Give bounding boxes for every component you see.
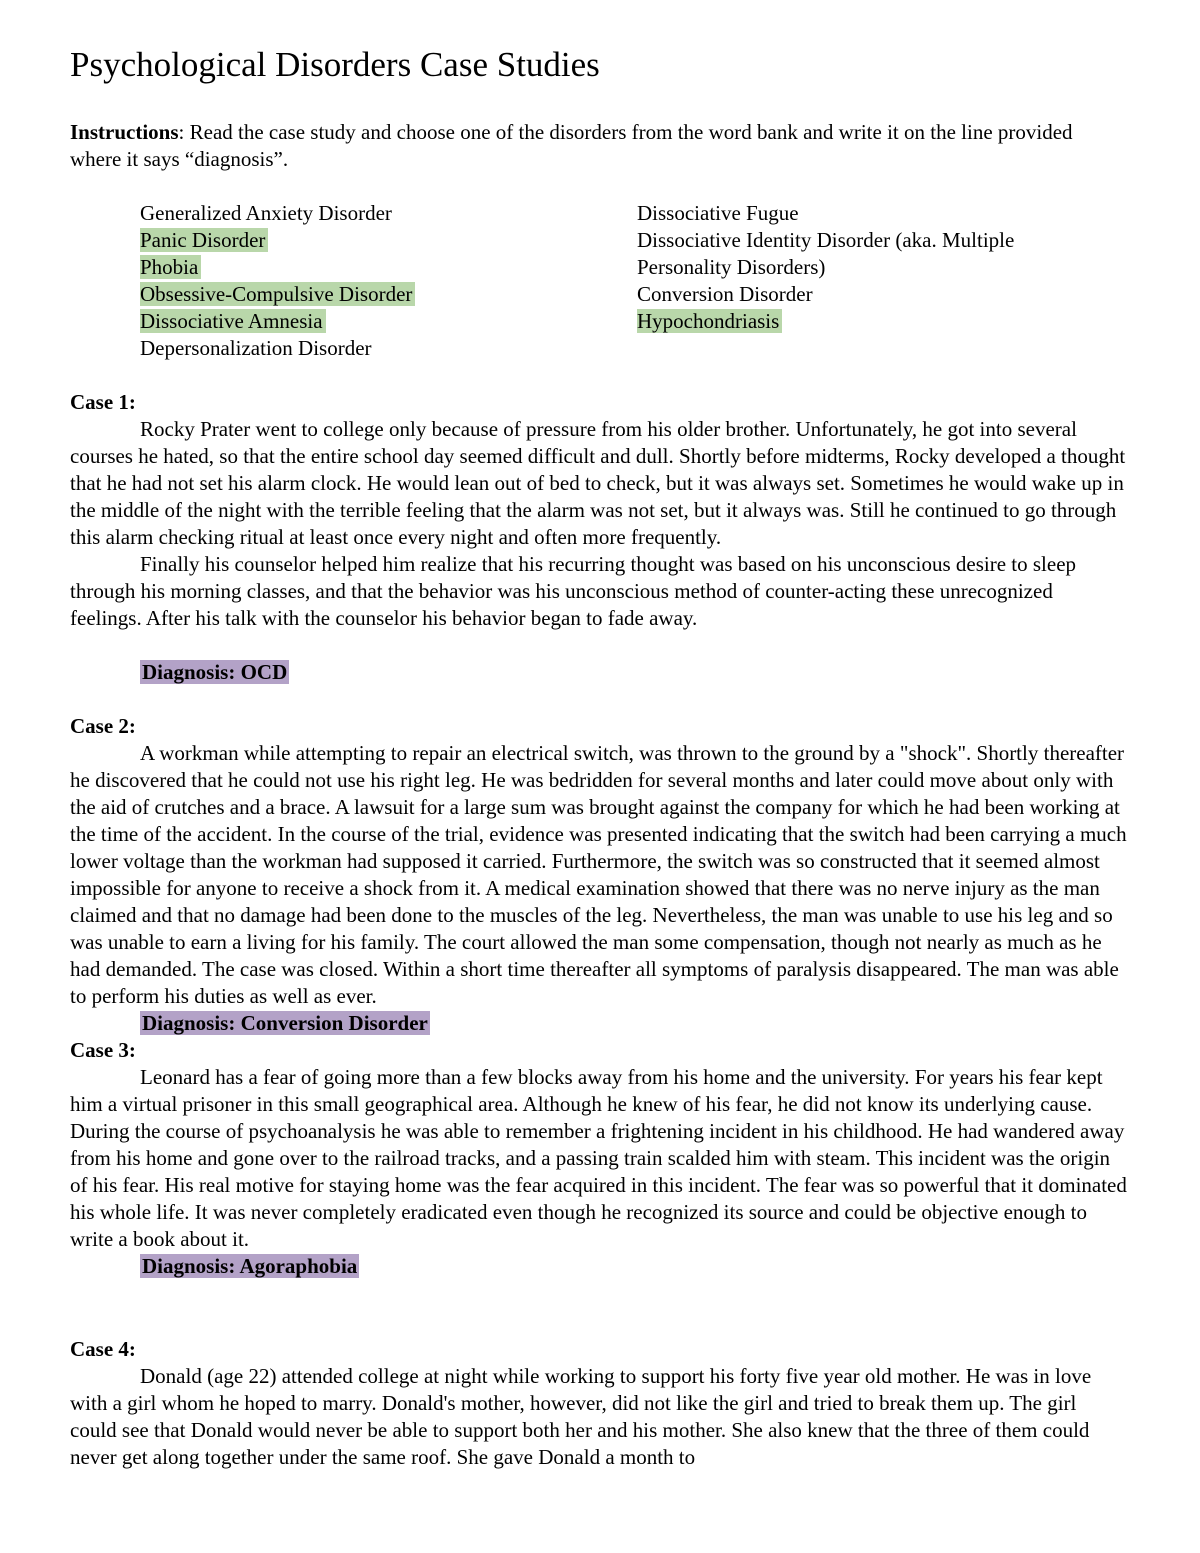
word-bank-item	[140, 281, 637, 308]
case-2-heading: Case 2:	[70, 714, 136, 738]
instructions	[70, 119, 1128, 173]
word-bank	[70, 200, 1128, 362]
page-title: Psychological Disorders Case Studies	[70, 45, 600, 84]
word-bank-item-label: Generalized Anxiety Disorder	[140, 201, 392, 225]
case-2-diagnosis	[70, 1010, 1128, 1037]
instructions-text: : Read the case study and choose one of the disorders from the word bank and write it on the line provided where it says “diagnosis”.	[70, 120, 1073, 171]
case-4-paragraph: Donald (age 22) attended college at night while working to support his forty five year old mother. He was in love with a girl whom he hoped to marry. Donald's mother, however, did not like the girl and tried to break them up. The girl could see that Donald would never be able to support both her and his mother. She also knew that the three of them could never get along together under the same roof. She gave Donald a month to	[70, 1364, 1092, 1469]
case-1-heading: Case 1:	[70, 390, 136, 414]
word-bank-item	[637, 308, 1107, 335]
case-4-heading: Case 4:	[70, 1337, 136, 1361]
word-bank-item-label: Hypochondriasis	[637, 309, 782, 333]
case-3-section	[70, 1037, 1128, 1280]
word-bank-item	[637, 227, 1107, 281]
word-bank-item-label: Phobia	[140, 255, 201, 279]
case-3-paragraph: Leonard has a fear of going more than a few blocks away from his home and the university. For years his fear kept him a virtual prisoner in this small geographical area. Although he knew of his fear, he did not know its underlying cause. During the course of psychoanalysis he was able to remember a frightening incident in his childhood. He had wandered away from his home and gone over to the railroad tracks, and a passing train scalded him with steam. This incident was the origin of his fear. His real motive for staying home was the fear acquired in this incident. The fear was so powerful that it dominated his whole life. It was never completely eradicated even though he recognized its source and could be objective enough to write a book about it.	[70, 1065, 1127, 1251]
case-4-section	[70, 1336, 1128, 1471]
word-bank-item-label: Dissociative Identity Disorder (aka. Multiple Personality Disorders)	[637, 228, 1015, 279]
case-1-section	[70, 389, 1128, 686]
case-1-paragraph: Finally his counselor helped him realize that his recurring thought was based on his unconscious desire to sleep through his morning classes, and that the behavior was his unconscious method of counter-acting these unrecognized feelings. After his talk with the counselor his behavior began to fade away.	[70, 552, 1077, 630]
case-3-diagnosis-highlight: Diagnosis: Agoraphobia	[142, 1254, 358, 1278]
word-bank-item	[140, 254, 637, 281]
word-bank-item	[637, 281, 1107, 308]
word-bank-item-label: Obsessive-Compulsive Disorder	[140, 282, 415, 306]
word-bank-item	[140, 227, 637, 254]
word-bank-item-label: Dissociative Fugue	[637, 201, 799, 225]
word-bank-item	[140, 308, 637, 335]
word-bank-right-column	[637, 200, 1107, 362]
case-3-heading: Case 3:	[70, 1038, 136, 1062]
word-bank-item	[140, 335, 637, 362]
word-bank-left-column	[140, 200, 637, 362]
instructions-label: Instructions	[70, 120, 179, 144]
case-2-diagnosis-highlight: Diagnosis: Conversion Disorder	[142, 1011, 428, 1035]
case-1-paragraph: Rocky Prater went to college only because of pressure from his older brother. Unfortunately, he got into several courses he hated, so that the entire school day seemed difficult and dull. Shortly before midterms, Rocky developed a thought that he had not set his alarm clock. He would lean out of bed to check, but it was always set. Sometimes he would wake up in the middle of the night with the terrible feeling that the alarm was not set, but it always was. Still he continued to go through this alarm checking ritual at least once every night and often more frequently.	[70, 417, 1126, 549]
word-bank-item	[637, 200, 1107, 227]
word-bank-item-label: Dissociative Amnesia	[140, 309, 326, 333]
word-bank-item-label: Depersonalization Disorder	[140, 336, 372, 360]
case-2-section	[70, 713, 1128, 1037]
word-bank-item-label: Panic Disorder	[140, 228, 268, 252]
case-1-diagnosis-highlight: Diagnosis: OCD	[142, 660, 288, 684]
case-3-diagnosis	[70, 1253, 1128, 1280]
case-2-paragraph: A workman while attempting to repair an electrical switch, was thrown to the ground by a "shock". Shortly thereafter he discovered that he could not use his right leg. He was bedridden for several months and later could move about only with the aid of crutches and a brace. A lawsuit for a large sum was brought against the company for which he had been working at the time of the accident. In the course of the trial, evidence was presented indicating that the switch had been carrying a much lower voltage than the workman had supposed it carried. Furthermore, the switch was so constructed that it seemed almost impossible for anyone to receive a shock from it. A medical examination showed that there was no nerve injury as the man claimed and that no damage had been done to the muscles of the leg. Nevertheless, the man was unable to use his leg and so was unable to earn a living for his family. The court allowed the man some compensation, though not nearly as much as he had demanded. The case was closed. Within a short time thereafter all symptoms of paralysis disappeared. The man was able to perform his duties as well as ever.	[70, 741, 1127, 1008]
case-1-diagnosis	[70, 659, 1128, 686]
word-bank-item-label: Conversion Disorder	[637, 282, 813, 306]
word-bank-item	[140, 200, 637, 227]
